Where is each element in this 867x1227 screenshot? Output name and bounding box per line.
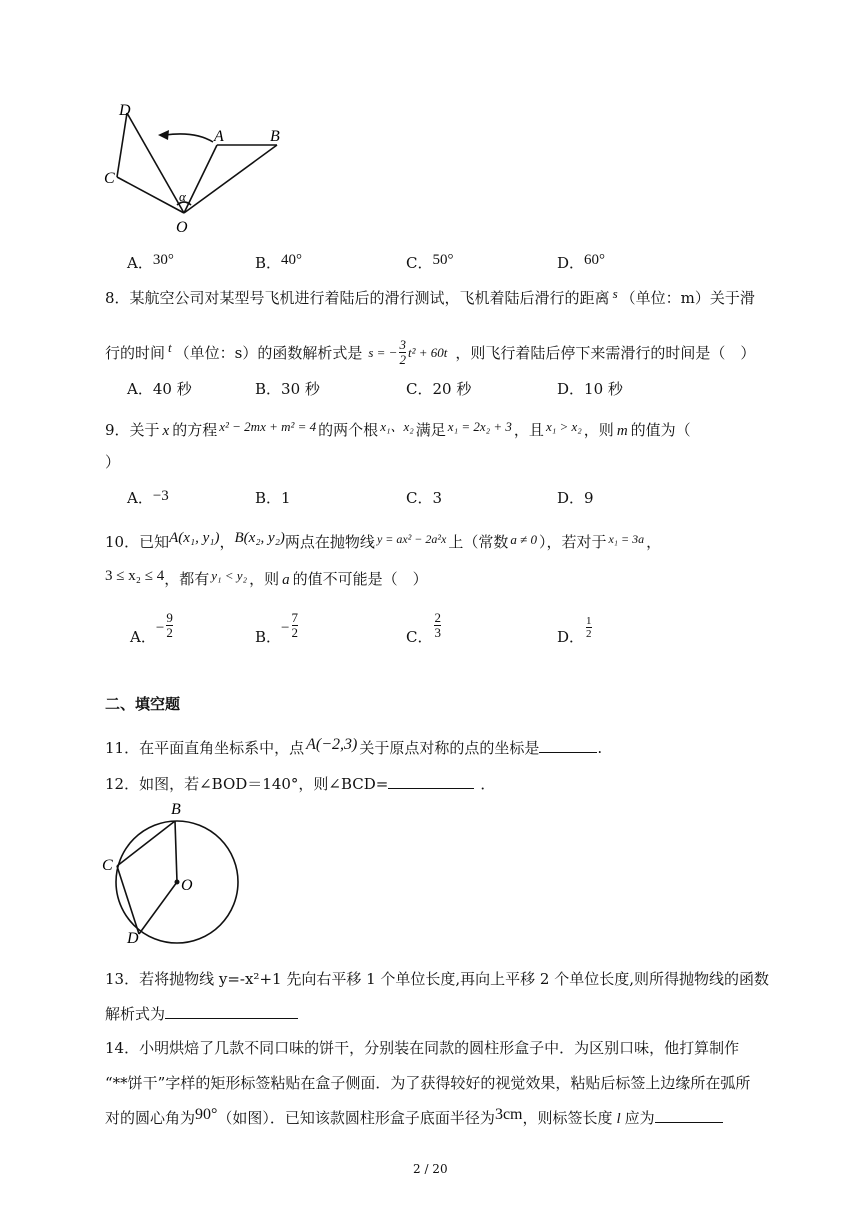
q12-label-d: D	[127, 930, 139, 947]
q12-center-dot	[175, 880, 180, 885]
q7-option-b	[255, 252, 302, 273]
q9-equation: x² − 2mx + m² = 4	[219, 419, 317, 434]
q14-answer-blank[interactable]	[655, 1108, 723, 1123]
q10-line1	[105, 531, 661, 552]
q12-seg-cd	[117, 866, 139, 934]
q9-cond2: x₁ > x₂	[545, 419, 582, 434]
q10-point-b: B(x₂, y₂)	[234, 530, 285, 546]
q14-text: 对的圆心角为	[105, 1109, 196, 1127]
q10-option-a	[130, 604, 175, 647]
option-label: C．	[406, 380, 433, 398]
q10-text: ，	[219, 533, 235, 551]
option-sign: −	[281, 620, 290, 636]
q12-seg-bc	[117, 821, 175, 866]
q10-var-a: a	[282, 572, 290, 588]
q8-option-b	[255, 378, 320, 399]
q13-line2	[105, 1003, 298, 1024]
q11-end: .	[597, 739, 603, 757]
q13-line1: 13．若将抛物线 y=-x²+1 先向右平移 1 个单位长度,再向上平移 2 个单位长度,则所得抛物线的函数	[105, 970, 770, 988]
q7-seg-dc	[117, 113, 127, 177]
q10-text: 的值不可能是（ ）	[292, 570, 428, 588]
q12-label-b: B	[171, 801, 181, 818]
q7-option-d	[557, 252, 605, 273]
q10-option-c	[406, 604, 443, 647]
q7-seg-ob	[184, 145, 277, 213]
frac-num: 7	[291, 610, 298, 625]
q9-text: 的两个根	[318, 421, 379, 439]
q8-line1	[105, 287, 755, 308]
frac-den: 2	[399, 352, 406, 367]
option-value: 3	[432, 489, 443, 507]
q7-label-alpha: α	[179, 189, 186, 204]
option-value: 60°	[584, 252, 606, 268]
q11-line	[105, 737, 602, 758]
option-value: 40°	[281, 252, 303, 268]
q10-range: 3 ≤ x₂ ≤ 4	[105, 568, 165, 584]
option-fraction	[166, 611, 173, 640]
option-label: D．	[557, 489, 585, 507]
q7-arrow-arc	[165, 134, 213, 142]
q12-label-o: O	[181, 877, 193, 894]
option-label: A．	[127, 254, 153, 272]
option-value: 40 秒	[152, 380, 192, 398]
q9-text: ，则	[583, 421, 614, 439]
q8-text-end: （单位：m）关于滑	[620, 289, 755, 307]
q8-text: ，则飞行着陆后停下来需滑行的时间是（ ）	[455, 344, 756, 362]
frac-den: 2	[166, 625, 173, 640]
option-label: C．	[406, 489, 433, 507]
option-value: 1	[281, 489, 291, 507]
q14-var-l: l	[616, 1111, 621, 1127]
q12-seg-od	[139, 882, 177, 934]
option-label: D．	[557, 628, 585, 646]
q10-parabola: y = ax² − 2a²x	[376, 532, 447, 546]
page-number: 2 / 20	[413, 1162, 448, 1176]
q9-text: 满足	[415, 421, 446, 439]
frac-den: 3	[434, 625, 441, 640]
option-label: B．	[255, 489, 282, 507]
option-label: A．	[127, 380, 153, 398]
q10-point-a: A(x₁, y₁)	[169, 530, 220, 546]
frac-num: 9	[166, 610, 173, 625]
q12-answer-blank[interactable]	[388, 774, 474, 789]
q8-formula-right: t² + 60t	[407, 344, 448, 360]
q12-label-c: C	[102, 857, 113, 874]
q8-option-c	[406, 378, 471, 399]
q10-text: ，	[646, 533, 662, 551]
q10-text: 10．已知	[105, 533, 170, 551]
frac-den: 2	[291, 625, 298, 640]
q8-line2	[105, 338, 755, 367]
frac-num: 3	[399, 337, 406, 352]
option-value: 50°	[432, 252, 454, 268]
q8-text: 行的时间	[105, 344, 166, 362]
q11-answer-blank[interactable]	[539, 738, 597, 753]
q8-var-t: t	[168, 339, 172, 355]
option-value: 30°	[152, 252, 174, 268]
option-value: 10 秒	[584, 380, 623, 398]
option-label: B．	[255, 628, 282, 646]
q10-text: ），若对于	[538, 533, 607, 551]
q9-option-b	[255, 487, 291, 508]
q8-text: 8．某航空公司对某型号飞机进行着陆后的滑行测试，飞机着陆后滑行的距离	[105, 289, 610, 307]
q14-line3	[105, 1107, 723, 1128]
q8-option-a	[127, 378, 192, 399]
q9-var-x: x	[162, 423, 170, 439]
option-value: 20 秒	[432, 380, 472, 398]
q8-formula-left: s = −	[368, 344, 398, 360]
option-label: A．	[127, 489, 153, 507]
q7-label-a: A	[214, 128, 224, 145]
q9-text: 9．关于	[105, 421, 160, 439]
q9-cond1: x₁ = 2x₂ + 3	[447, 419, 512, 434]
option-label: C．	[406, 254, 433, 272]
option-label: B．	[255, 380, 282, 398]
option-fraction	[586, 615, 592, 640]
q14-text: （如图）．已知该款圆柱形盒子底面半径为	[217, 1109, 495, 1127]
q9-text: 的值为（	[630, 421, 691, 439]
q10-text: 两点在抛物线	[284, 533, 375, 551]
q7-label-c: C	[104, 170, 115, 187]
q7-label-d: D	[119, 102, 131, 119]
q10-text: ，则	[249, 570, 280, 588]
q14-line2: “**饼干”字样的矩形标签粘贴在盒子侧面．为了获得较好的视觉效果，粘贴后标签上边缘所在弧所	[105, 1074, 751, 1092]
q14-text: ，则标签长度	[522, 1109, 613, 1127]
q9-text: ，且	[513, 421, 544, 439]
q7-label-o: O	[176, 219, 188, 236]
q10-text: ，都有	[164, 570, 210, 588]
q7-option-a	[127, 252, 174, 273]
option-label: C．	[406, 628, 433, 646]
section-title: 二、填空题	[105, 695, 181, 713]
q10-text: 上（常数	[448, 533, 509, 551]
option-value: 30 秒	[281, 380, 320, 398]
q9-option-a	[127, 487, 169, 508]
q7-arrowhead	[158, 130, 169, 140]
q8-text: （单位：s）的函数解析式是	[174, 344, 363, 362]
q11-text: 11．在平面直角坐标系中，点	[105, 739, 305, 757]
q12-figure	[95, 797, 250, 947]
option-value: −3	[152, 488, 169, 504]
option-label: D．	[557, 380, 585, 398]
q9-var-m: m	[616, 423, 628, 439]
q12-text: 12．如图，若∠BOD＝140°，则∠BCD=	[105, 775, 389, 793]
option-label: B．	[255, 254, 282, 272]
option-fraction	[292, 611, 299, 640]
q14-line1: 14．小明烘焙了几款不同口味的饼干，分别装在同款的圆柱形盒子中．为区别口味，他打算制作	[105, 1039, 740, 1057]
q9-roots: x₁、x₂	[380, 419, 414, 434]
q11-text: 关于原点对称的点的坐标是	[359, 739, 540, 757]
q8-var-s: s	[612, 286, 618, 301]
q13-answer-blank[interactable]	[165, 1004, 298, 1019]
q9-option-c	[406, 487, 442, 508]
frac-num: 2	[434, 610, 441, 625]
q13-text: 解析式为	[105, 1005, 166, 1023]
q12-line	[105, 773, 495, 794]
q10-option-b	[255, 604, 300, 647]
q14-angle: 90°	[195, 1106, 218, 1123]
q8-option-d	[557, 378, 623, 399]
q8-formula	[368, 338, 447, 367]
option-fraction	[434, 611, 441, 640]
q10-cond-x1: x₁ = 3a	[608, 532, 645, 546]
q14-radius: 3cm	[494, 1106, 523, 1123]
q7-figure	[95, 95, 295, 240]
q7-label-b: B	[270, 128, 280, 145]
option-label: A．	[130, 628, 156, 646]
q10-option-d	[557, 608, 594, 647]
q12-seg-bo	[175, 821, 177, 882]
frac-num: 1	[586, 615, 592, 627]
q8-formula-fraction	[399, 338, 406, 367]
q11-point: A(−2,3)	[306, 736, 358, 753]
q7-option-c	[406, 252, 453, 273]
option-label: D．	[557, 254, 585, 272]
q14-text: 应为	[624, 1109, 655, 1127]
q12-end: ．	[480, 775, 496, 793]
q9-option-d	[557, 487, 594, 508]
q10-cond: y₁ < y₂	[211, 568, 248, 583]
q10-cond-a: a ≠ 0	[510, 532, 537, 547]
q9-line1	[105, 419, 691, 440]
q9-text: 的方程	[172, 421, 218, 439]
option-sign: −	[155, 620, 165, 636]
frac-den: 2	[586, 628, 592, 640]
q9-line2: ）	[105, 453, 121, 471]
q10-line2	[105, 568, 428, 589]
option-value: 9	[584, 489, 594, 507]
